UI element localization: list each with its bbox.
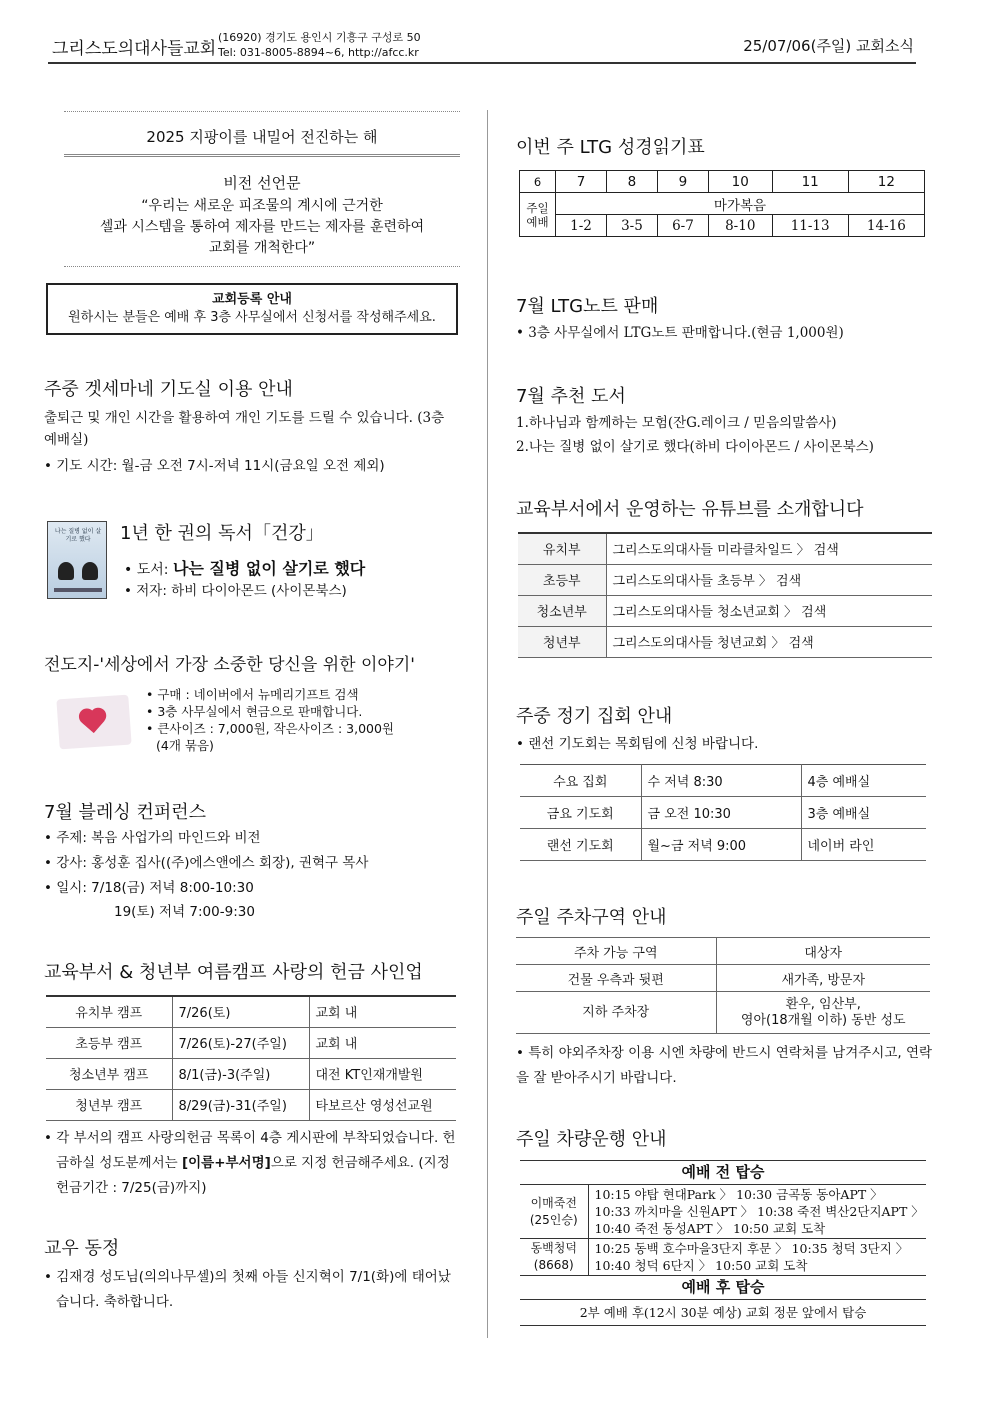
vision-statement xyxy=(64,196,460,259)
camp-name: 유치부 캠프 xyxy=(46,996,172,1027)
parking-target: 환우, 임산부, 영아(18개월 이하) 동반 성도 xyxy=(716,992,930,1034)
book-cover-footer xyxy=(54,588,102,592)
ltg-chapter: 8-10 xyxy=(708,215,772,237)
church-address-block xyxy=(218,30,421,60)
vision-subtitle: 비전 선언문 xyxy=(223,174,301,192)
ltg-header-cell: 11 xyxy=(772,171,848,193)
table-row xyxy=(520,797,926,829)
table-row xyxy=(520,171,925,193)
camp-date: 7/26(토) xyxy=(172,996,309,1027)
camp-place: 타보르산 영성선교원 xyxy=(309,1089,456,1120)
camp-name: 청년부 캠프 xyxy=(46,1089,172,1120)
tract-detail-item: • 큰사이즈 : 7,000원, 작은사이즈 : 3,000원 xyxy=(146,721,395,736)
tract-detail-item: • 3층 사무실에서 현금으로 판매합니다. xyxy=(146,704,363,719)
table-row xyxy=(518,564,932,595)
youtube-channel: 그리스도의대사들 초등부 〉 검색 xyxy=(606,564,932,595)
ltg-header-cell: 6 xyxy=(520,171,556,193)
bus-route-stops xyxy=(588,1239,926,1276)
table-row xyxy=(46,1089,456,1120)
tract-detail-item: • 구매 : 네이버에서 뉴메리기프트 검색 xyxy=(146,687,359,702)
meeting-place: 네이버 라인 xyxy=(801,829,926,861)
parking-header: 대상자 xyxy=(716,938,930,965)
table-row xyxy=(520,1239,926,1276)
camp-note xyxy=(44,1126,460,1201)
parking-table xyxy=(516,937,930,1034)
youtube-dept: 유치부 xyxy=(518,533,606,564)
recommended-book-item: 2.나는 질병 없이 살기로 했다(하비 다이아몬드 / 사이몬북스) xyxy=(516,439,874,455)
camp-place: 대전 KT인재개발원 xyxy=(309,1058,456,1089)
news-title: 교우 동정 xyxy=(44,1238,120,1259)
bus-stop-line: 10:40 청덕 6단지 〉 10:50 교회 도착 xyxy=(594,1258,808,1273)
table-row xyxy=(520,765,926,797)
camp-note-emphasis: [이름+부서명] xyxy=(181,1155,271,1171)
table-row xyxy=(46,996,456,1027)
header-divider xyxy=(48,62,916,64)
parking-header: 주차 가능 구역 xyxy=(516,938,716,965)
book-section-title: 1년 한 권의 독서「건강」 xyxy=(120,523,324,544)
meeting-place: 3층 예배실 xyxy=(801,797,926,829)
camp-note-text: • 각 부서의 캠프 사랑의헌금 목록이 4층 게시판에 부착되었습니다. 헌금하실 성도분께서는 xyxy=(44,1130,456,1171)
youtube-channel: 그리스도의대사들 청소년교회 〉 검색 xyxy=(606,595,932,626)
table-row xyxy=(516,938,930,965)
ltg-header-cell: 8 xyxy=(606,171,657,193)
book-name-label: • 도서: xyxy=(124,562,173,578)
registration-title: 교회등록 안내 xyxy=(212,292,292,307)
tract-detail-item: (4개 묶음) xyxy=(156,738,214,753)
book-author: • 저자: 하비 다이아몬드 (사이몬북스) xyxy=(124,583,347,599)
registration-box xyxy=(46,283,458,335)
vision-bottom-rule xyxy=(64,266,460,267)
ltg-row-label: 주일예배 xyxy=(520,193,556,237)
ltg-reading-table xyxy=(519,170,925,237)
conference-title: 7월 블레싱 컨퍼런스 xyxy=(44,802,206,823)
table-row xyxy=(520,193,925,215)
youtube-table xyxy=(518,532,932,658)
tract-details xyxy=(146,686,394,754)
bus-stop-line: 10:40 죽전 동성APT 〉 10:50 교회 도착 xyxy=(594,1221,826,1236)
recommended-books-title: 7월 추천 도서 xyxy=(516,386,626,407)
table-row xyxy=(518,533,932,564)
news-body: • 김재경 성도님(의의나무셀)의 첫째 아들 신지혁이 7/1(화)에 태어났습니다. 축하합니다. xyxy=(44,1269,451,1310)
meeting-name: 랜선 기도회 xyxy=(520,829,641,861)
year-theme: 2025 지팡이를 내밀어 전진하는 해 xyxy=(146,128,378,146)
vision-separator xyxy=(64,154,460,157)
meeting-time: 금 오전 10:30 xyxy=(641,797,801,829)
church-address: (16920) 경기도 용인시 기흥구 구성로 50 xyxy=(218,31,421,44)
parking-target: 새가족, 방문자 xyxy=(716,965,930,992)
column-divider xyxy=(487,110,488,1338)
bulletin-date-title: 25/07/06(주일) 교회소식 xyxy=(743,37,914,55)
recommended-book-item: 1.하나님과 함께하는 모험(잔G.레이크 / 믿음의말씀사) xyxy=(516,415,837,431)
ltg-header-cell: 12 xyxy=(848,171,924,193)
conference-topic: • 주제: 복음 사업가의 마인드와 비전 xyxy=(44,830,261,846)
bus-stop-line: 10:33 까치마을 신원APT 〉 10:38 죽전 벽산2단지APT 〉 xyxy=(594,1204,924,1219)
table-row xyxy=(46,1058,456,1089)
prayer-room-body: 출퇴근 및 개인 시간을 활용하여 개인 기도를 드릴 수 있습니다. (3층 예배실) xyxy=(44,410,445,448)
youtube-dept: 청년부 xyxy=(518,626,606,657)
meeting-time: 수 저녁 8:30 xyxy=(641,765,801,797)
parking-area: 건물 우측과 뒷편 xyxy=(516,965,716,992)
tract-title: 전도지-'세상에서 가장 소중한 당신을 위한 이야기' xyxy=(44,655,415,675)
prayer-room-hours: • 기도 시간: 월-금 오전 7시-저녁 11시(금요일 오전 제외) xyxy=(44,458,385,474)
book-cover-image xyxy=(47,521,107,599)
book-name-line xyxy=(124,558,365,581)
heart-icon xyxy=(79,708,109,736)
conference-date: 19(토) 저녁 7:00-9:30 xyxy=(114,904,255,920)
youtube-dept: 청소년부 xyxy=(518,595,606,626)
youtube-dept: 초등부 xyxy=(518,564,606,595)
table-row xyxy=(46,1027,456,1058)
vision-line: “우리는 새로운 피조물의 계시에 근거한 xyxy=(141,198,383,214)
vision-line: 셀과 시스템을 통하여 제자를 만드는 제자를 훈련하여 xyxy=(99,219,425,235)
book-cover-figure xyxy=(58,562,74,580)
bus-title: 주일 차량운행 안내 xyxy=(516,1129,667,1150)
meetings-note: • 랜선 기도회는 목회팀에 신청 바랍니다. xyxy=(516,736,759,752)
conference-date: • 일시: 7/18(금) 저녁 8:00-10:30 xyxy=(44,880,254,896)
meeting-place: 4층 예배실 xyxy=(801,765,926,797)
bus-route-group: 동백청덕 (8668) xyxy=(520,1239,588,1276)
meeting-time: 월~금 저녁 9:00 xyxy=(641,829,801,861)
camp-table xyxy=(46,995,456,1121)
bus-after-header: 예배 후 탑승 xyxy=(520,1276,926,1300)
meeting-name: 금요 기도회 xyxy=(520,797,641,829)
ltg-title: 이번 주 LTG 성경읽기표 xyxy=(516,137,705,158)
bus-route-stops xyxy=(588,1185,926,1239)
camp-title: 교육부서 & 청년부 여름캠프 사랑의 헌금 사인업 xyxy=(44,962,423,983)
table-row xyxy=(518,595,932,626)
camp-note-text: 으로 지정 헌금해주세요. (지정헌금기간 : 7/25(금)까지) xyxy=(56,1155,450,1196)
parking-title: 주일 주차구역 안내 xyxy=(516,907,667,928)
bus-stop-line: 10:15 야탑 현대Park 〉 10:30 금곡동 동아APT 〉 xyxy=(594,1187,883,1202)
bus-after-body: 2부 예배 후(12시 30분 예상) 교회 정문 앞에서 탑승 xyxy=(520,1300,926,1326)
table-row xyxy=(520,829,926,861)
youtube-title: 교육부서에서 운영하는 유튜브를 소개합니다 xyxy=(516,499,864,520)
table-row xyxy=(520,1276,926,1300)
book-name: 나는 질병 없이 살기로 했다 xyxy=(172,559,366,578)
bus-before-header: 예배 전 탑승 xyxy=(520,1161,926,1185)
camp-name: 초등부 캠프 xyxy=(46,1027,172,1058)
table-row xyxy=(518,626,932,657)
ltg-chapter: 1-2 xyxy=(556,215,607,237)
parking-area: 지하 주차장 xyxy=(516,992,716,1034)
prayer-room-title: 주중 겟세마네 기도실 이용 안내 xyxy=(44,379,293,400)
meetings-table xyxy=(520,764,926,861)
ltg-chapter: 3-5 xyxy=(606,215,657,237)
ltg-note-body: • 3층 사무실에서 LTG노트 판매합니다.(현금 1,000원) xyxy=(516,325,844,341)
ltg-chapter: 14-16 xyxy=(848,215,924,237)
camp-date: 8/1(금)-3(주일) xyxy=(172,1058,309,1089)
bus-stop-line: 10:25 동백 호수마을3단지 후문 〉 10:35 청덕 3단지 〉 xyxy=(594,1241,909,1256)
book-cover-title: 나는 질병 없이 살기로 했다 xyxy=(54,528,102,543)
bus-schedule-table xyxy=(520,1160,926,1326)
church-name: 그리스도의대사들교회 xyxy=(52,39,217,59)
camp-name: 청소년부 캠프 xyxy=(46,1058,172,1089)
meeting-name: 수요 집회 xyxy=(520,765,641,797)
camp-date: 7/26(토)-27(주일) xyxy=(172,1027,309,1058)
vision-top-rule xyxy=(64,111,460,112)
table-row xyxy=(520,215,925,237)
tract-image xyxy=(56,695,131,750)
ltg-header-cell: 9 xyxy=(657,171,708,193)
book-cover-figure xyxy=(82,562,98,580)
parking-note: • 특히 야외주차장 이용 시엔 차량에 반드시 연락처를 남겨주시고, 연락을 잘 받아주시기 바랍니다. xyxy=(516,1045,933,1086)
table-row xyxy=(520,1185,926,1239)
table-row xyxy=(516,992,930,1034)
youtube-channel: 그리스도의대사들 미라클차일드 〉 검색 xyxy=(606,533,932,564)
church-contact: Tel: 031-8005-8894~6, http://afcc.kr xyxy=(218,46,419,59)
camp-date: 8/29(금)-31(주일) xyxy=(172,1089,309,1120)
conference-speaker: • 강사: 홍성훈 집사((주)에스앤에스 회장), 권혁구 목사 xyxy=(44,855,369,871)
ltg-chapter: 11-13 xyxy=(772,215,848,237)
table-row xyxy=(520,1161,926,1185)
camp-place: 교회 내 xyxy=(309,1027,456,1058)
table-row xyxy=(516,965,930,992)
ltg-chapter: 6-7 xyxy=(657,215,708,237)
ltg-book: 마가복음 xyxy=(556,193,925,215)
ltg-header-cell: 10 xyxy=(708,171,772,193)
ltg-header-cell: 7 xyxy=(556,171,607,193)
ltg-note-title: 7월 LTG노트 판매 xyxy=(516,296,659,317)
camp-place: 교회 내 xyxy=(309,996,456,1027)
table-row xyxy=(520,1300,926,1326)
meetings-title: 주중 정기 집회 안내 xyxy=(516,706,673,727)
youtube-channel: 그리스도의대사들 청년교회 〉 검색 xyxy=(606,626,932,657)
vision-line: 교회를 개척한다” xyxy=(208,240,316,256)
registration-body: 원하시는 분들은 예배 후 3층 사무실에서 신청서를 작성해주세요. xyxy=(68,310,436,325)
bus-route-group: 이매죽전 (25인승) xyxy=(520,1185,588,1239)
